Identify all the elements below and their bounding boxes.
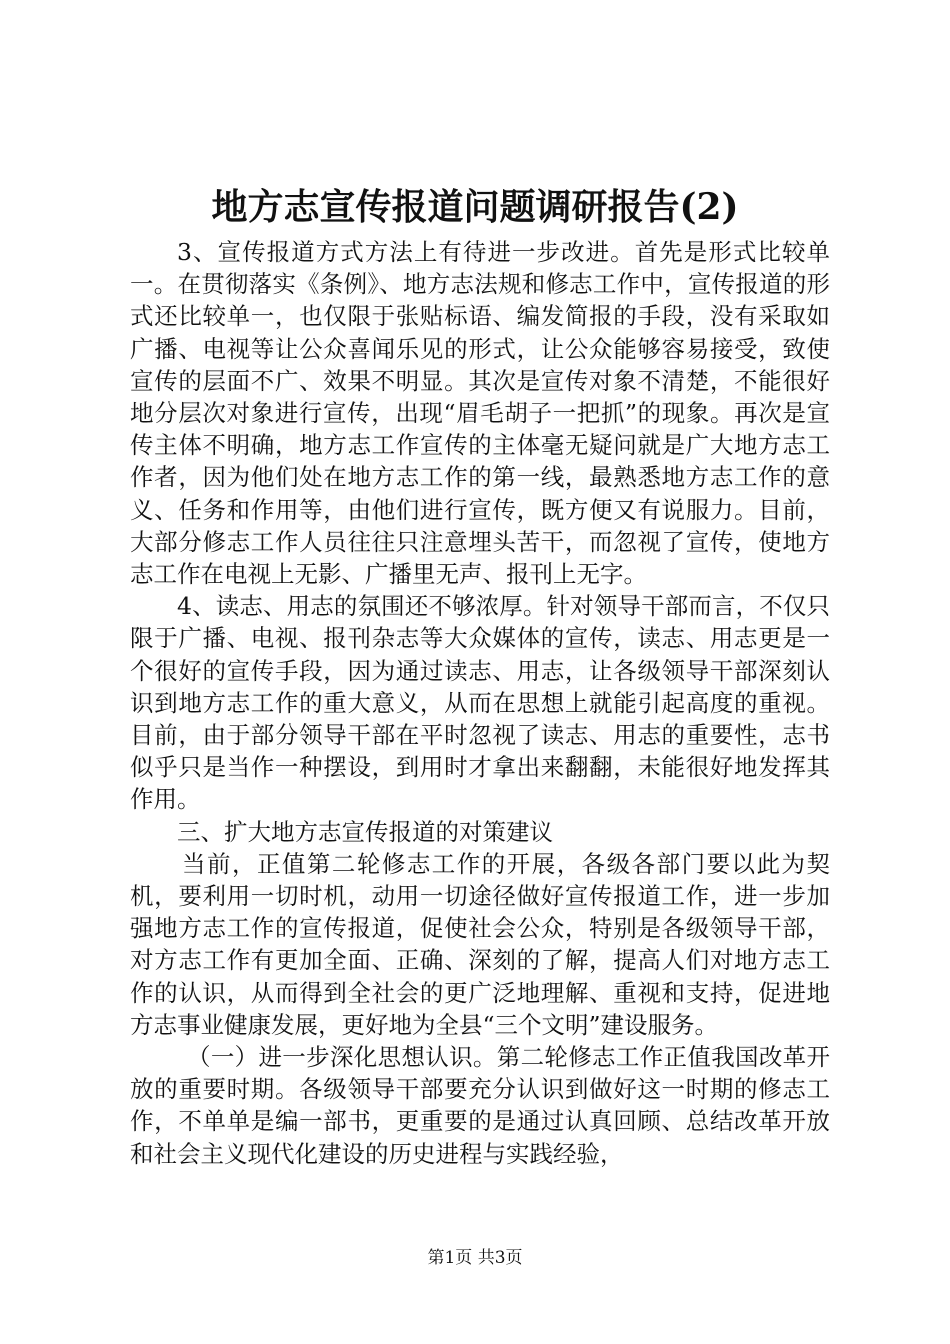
paragraph-item-4: 4、读志、用志的氛围还不够浓厚。针对领导干部而言，不仅只限于广播、电视、报刊杂志等大众媒体的宣传，读志、用志更是一个很好的宣传手段，因为通过读志、用志，让各级领导干部深刻认识到地方志工作的重大意义，从而在思想上就能引起高度的重视。目前，由于部分领导干部在平时忽视了读志、用志的重要性，志书似乎只是当作一种摆设，到用时才拿出来翻翻，未能很好地发挥其作用。 xyxy=(130,592,830,814)
paragraph-subsection-1: （一）进一步深化思想认识。第二轮修志工作正值我国改革开放的重要时期。各级领导干部要充分认识到做好这一时期的修志工作，不单单是编一部书，更重要的是通过认真回顾、总结改革开放和社会主义现代化建设的历史进程与实践经验， xyxy=(130,1043,830,1168)
page-footer: 第1页 共3页 xyxy=(427,1248,523,1268)
section-heading-3: 三、扩大地方志宣传报道的对策建议 xyxy=(177,817,553,846)
document-body xyxy=(130,236,830,1170)
paragraph-current-situation: 当前，正值第二轮修志工作的开展，各级各部门要以此为契机，要利用一切时机，动用一切途径做好宣传报道工作，进一步加强地方志工作的宣传报道，促使社会公众，特别是各级领导干部，对方志工作有更加全面、正确、深刻的了解，提高人们对地方志工作的认识，从而得到全社会的更广泛地理解、重视和支持，促进地方志事业健康发展，更好地为全县“三个文明”建设服务。 xyxy=(130,849,830,1039)
document-title: 地方志宣传报道问题调研报告(2) xyxy=(211,186,739,228)
paragraph-item-3: 3、宣传报道方式方法上有待进一步改进。首先是形式比较单一。在贯彻落实《条例》、地方志法规和修志工作中，宣传报道的形式还比较单一，也仅限于张贴标语、编发简报的手段，没有采取如广播、电视等让公众喜闻乐见的形式，让公众能够容易接受，致使宣传的层面不广、效果不明显。其次是宣传对象不清楚，不能很好地分层次对象进行宣传，出现“眉毛胡子一把抓”的现象。再次是宣传主体不明确，地方志工作宣传的主体毫无疑问就是广大地方志工作者，因为他们处在地方志工作的第一线，最熟悉地方志工作的意义、任务和作用等，由他们进行宣传，既方便又有说服力。目前，大部分修志工作人员往往只注意埋头苦干，而忽视了宣传，使地方志工作在电视上无影、广播里无声、报刊上无字。 xyxy=(130,238,830,589)
